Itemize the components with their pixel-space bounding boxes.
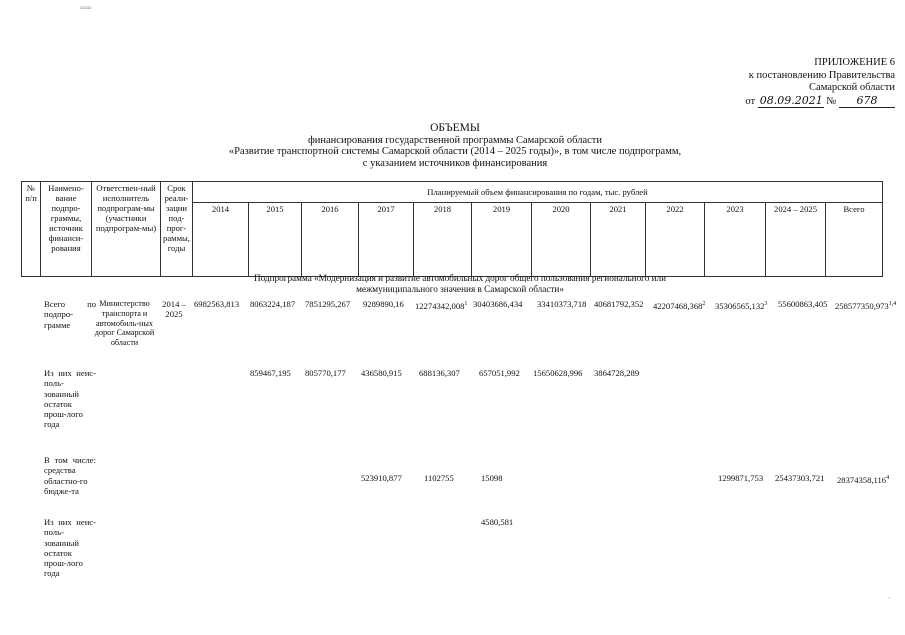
unused1-2016: 805770,177: [305, 368, 346, 378]
total-2014: 6982563,813: [194, 299, 240, 309]
total-2021: 40681792,352: [594, 299, 644, 309]
total-2019: 30403686,434: [473, 299, 523, 309]
regional-2017: 523910,877: [361, 473, 402, 483]
header-name: Наимено-вание подпро-граммы, источник финанси-рования: [41, 182, 92, 277]
regional-2018: 1102755: [424, 473, 454, 483]
regional-2023: 1299871,753: [718, 473, 764, 483]
unused1-2021: 3864728,289: [594, 368, 640, 378]
appendix-title: ПРИЛОЖЕНИЕ 6: [814, 57, 895, 68]
header-total: Всего: [826, 202, 883, 276]
title-line-4: с указанием источников финансирования: [362, 157, 548, 169]
header-year: 2015: [249, 202, 302, 276]
total-sum: 258577350,973$^{1,4}$: [835, 300, 897, 311]
regional-2024-2025: 25437303,721: [775, 473, 825, 483]
financing-table-header: [21, 181, 883, 277]
date-prefix: от: [745, 95, 756, 107]
number-prefix: №: [826, 95, 837, 107]
unused2-2019: 4580,581: [481, 517, 514, 527]
header-year: 2020: [532, 202, 591, 276]
row-label-regional: В том числе: средства областно-го бюдже-та: [44, 455, 96, 496]
header-year: 2017: [359, 202, 414, 276]
header-year: 2024 – 2025: [766, 202, 826, 276]
header-year: 2021: [591, 202, 646, 276]
subprogram-line-1: Подпрограмма «Модернизация и развитие автомобильных дорог общего пользования регионального или: [253, 273, 667, 283]
header-planned: Планируемый объем финансирования по годам, тыс. рублей: [193, 182, 883, 203]
header-num: № п/п: [22, 182, 41, 277]
appendix-region: Самарской области: [809, 82, 895, 93]
header-executor: Ответствен-ный исполнитель подпрограм-мы (участники подпрограм-мы): [92, 182, 161, 277]
unused1-2020: 15650628,996: [533, 368, 583, 378]
total-2015: 8063224,187: [250, 299, 296, 309]
pen-scribble: ≈≈≈: [80, 4, 92, 12]
handwritten-number: 678: [839, 95, 895, 109]
title-heading: ОБЪЕМЫ: [430, 122, 480, 134]
subprogram-title: [200, 273, 720, 294]
row-label-unused-2: Из них неис-поль-зованный остаток прош-лого года: [44, 517, 96, 579]
header-year: 2019: [472, 202, 532, 276]
header-year: 2023: [705, 202, 766, 276]
appendix-date-line: [700, 95, 895, 109]
margin-mark: ·: [888, 594, 891, 603]
header-year: 2018: [414, 202, 472, 276]
appendix-subtitle: к постановлению Правительства: [748, 69, 895, 81]
total-2022: 42207468,368$^2$: [653, 300, 706, 311]
title-line-2: финансирования государственной программы Самарской области: [307, 134, 602, 146]
total-2023: 35306565,132$^3$: [715, 300, 768, 311]
regional-sum: 28374358,116$^4$: [837, 474, 890, 485]
regional-2019: 15098: [481, 473, 503, 483]
total-2020: 33410373,718: [537, 299, 587, 309]
row-label-total: Всего по подпро-грамме: [44, 299, 96, 330]
header-year: 2016: [302, 202, 359, 276]
unused1-2015: 859467,195: [250, 368, 291, 378]
total-2017: 9289890,16: [363, 299, 404, 309]
handwritten-date: 08.09.2021: [759, 93, 823, 107]
header-year: 2022: [646, 202, 705, 276]
header-year: 2014: [193, 202, 249, 276]
document-title: [120, 123, 790, 169]
total-2018: 12274342,008$^1$: [415, 300, 468, 311]
row-label-unused-1: Из них неис-поль-зованный остаток прош-лого года: [44, 368, 96, 430]
unused1-2018: 688136,307: [419, 368, 460, 378]
title-line-3: «Развитие транспортной системы Самарской области (2014 – 2025 годы)», в том числе подпрограмм,: [228, 146, 682, 157]
unused1-2019: 657051,992: [479, 368, 520, 378]
total-2024-2025: 55600863,405: [778, 299, 828, 309]
header-term: Срок реали-зации под-прог-раммы, годы: [161, 182, 193, 277]
subprogram-line-2: межмуниципального значения в Самарской области»: [356, 283, 564, 294]
appendix-block: [700, 57, 895, 108]
total-2016: 7851295,267: [305, 299, 351, 309]
unused1-2017: 436580,915: [361, 368, 402, 378]
row-term: 2014 – 2025: [162, 299, 186, 320]
row-executor: Министерство транспорта и автомобиль-ных дорог Самарской области: [94, 299, 155, 348]
